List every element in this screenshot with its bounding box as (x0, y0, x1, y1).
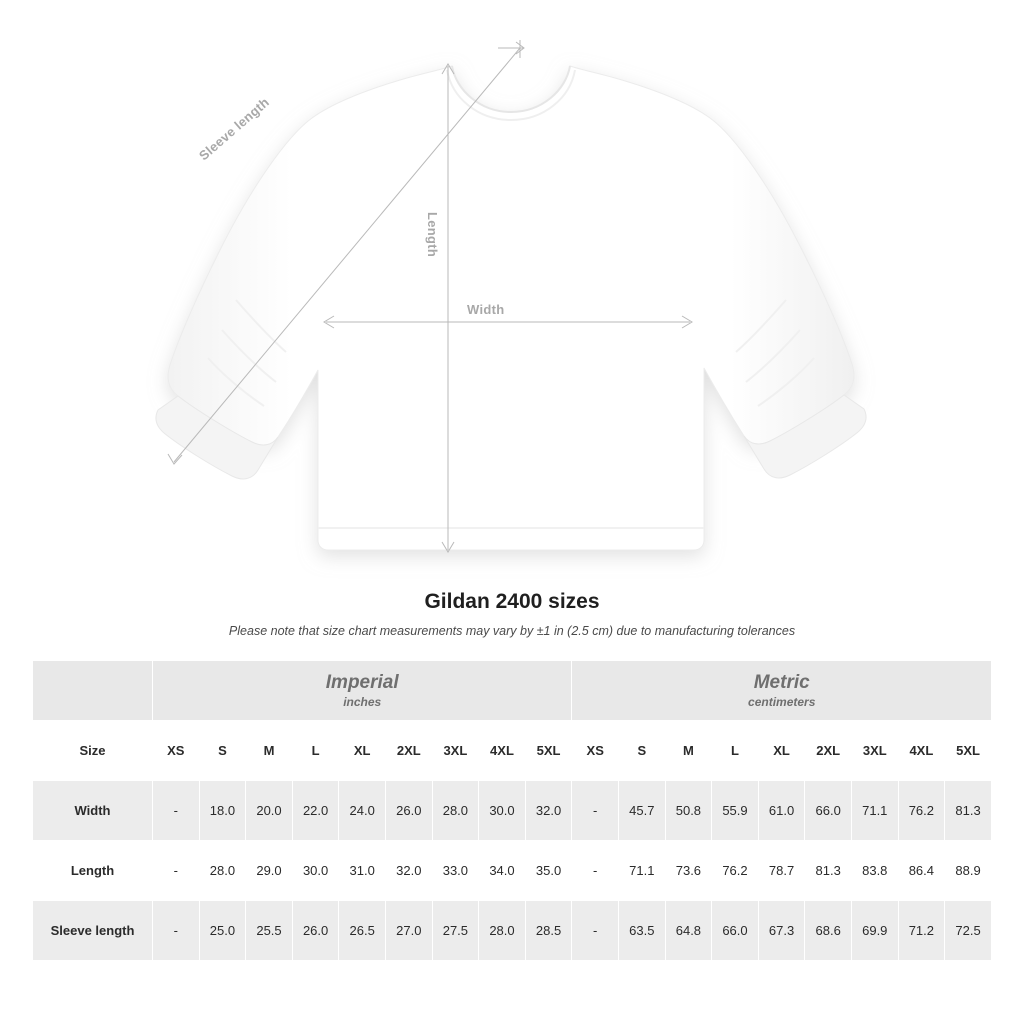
cell-sleeve-met-4: 67.3 (758, 901, 805, 961)
size-header-met-8: 5XL (945, 721, 992, 781)
cell-length-imp-1: 28.0 (199, 841, 246, 901)
cell-sleeve-met-1: 63.5 (619, 901, 666, 961)
unit-name-imperial: Imperial (325, 671, 399, 693)
cell-length-met-6: 83.8 (851, 841, 898, 901)
unit-header-metric (572, 661, 992, 721)
unit-name-metric: Metric (753, 671, 810, 693)
cell-width-imp-5: 26.0 (385, 781, 432, 841)
cell-length-met-0: - (572, 841, 619, 901)
unit-header-imperial (153, 661, 572, 721)
page-title: Gildan 2400 sizes (424, 590, 600, 613)
chart-heading (0, 590, 1024, 638)
size-header-imp-8: 5XL (525, 721, 572, 781)
label-sleeve-length: Sleeve length (196, 94, 273, 164)
table-row (33, 901, 992, 961)
cell-sleeve-imp-0: - (153, 901, 200, 961)
cell-sleeve-met-6: 69.9 (851, 901, 898, 961)
cell-length-met-1: 71.1 (619, 841, 666, 901)
cell-sleeve-imp-5: 27.0 (385, 901, 432, 961)
size-header-met-2: M (665, 721, 712, 781)
unit-sub-imperial: inches (343, 695, 382, 710)
cell-length-imp-6: 33.0 (432, 841, 479, 901)
cell-sleeve-imp-6: 27.5 (432, 901, 479, 961)
size-header-met-1: S (619, 721, 666, 781)
size-header-imp-0: XS (153, 721, 200, 781)
cell-width-met-3: 55.9 (712, 781, 759, 841)
label-width: Width (467, 302, 505, 317)
row-label-sleeve-length: Sleeve length (33, 901, 153, 961)
size-header-imp-3: L (292, 721, 339, 781)
row-label-width: Width (33, 781, 153, 841)
size-header-met-5: 2XL (805, 721, 852, 781)
cell-sleeve-imp-4: 26.5 (339, 901, 386, 961)
cell-length-imp-7: 34.0 (479, 841, 526, 901)
cell-width-imp-6: 28.0 (432, 781, 479, 841)
size-header-imp-4: XL (339, 721, 386, 781)
cell-sleeve-met-3: 66.0 (712, 901, 759, 961)
cell-length-met-3: 76.2 (712, 841, 759, 901)
cell-length-imp-2: 29.0 (246, 841, 293, 901)
cell-width-imp-4: 24.0 (339, 781, 386, 841)
tolerance-note: Please note that size chart measurements may vary by ±1 in (2.5 cm) due to manufacturing tolerances (228, 624, 796, 638)
table-row (33, 781, 992, 841)
cell-length-imp-8: 35.0 (525, 841, 572, 901)
cell-length-met-2: 73.6 (665, 841, 712, 901)
cell-width-met-4: 61.0 (758, 781, 805, 841)
cell-width-met-1: 45.7 (619, 781, 666, 841)
cell-width-met-5: 66.0 (805, 781, 852, 841)
cell-width-imp-8: 32.0 (525, 781, 572, 841)
cell-length-imp-5: 32.0 (385, 841, 432, 901)
unit-header-row (33, 661, 992, 721)
cell-length-met-5: 81.3 (805, 841, 852, 901)
unit-sub-metric: centimeters (748, 695, 816, 710)
cell-length-imp-4: 31.0 (339, 841, 386, 901)
size-chart-table-wrapper (32, 660, 992, 961)
cell-width-met-0: - (572, 781, 619, 841)
cell-width-met-7: 76.2 (898, 781, 945, 841)
shirt-body (168, 66, 854, 550)
cell-width-imp-2: 20.0 (246, 781, 293, 841)
size-header-imp-5: 2XL (385, 721, 432, 781)
cell-sleeve-imp-3: 26.0 (292, 901, 339, 961)
cell-length-imp-3: 30.0 (292, 841, 339, 901)
size-header-imp-6: 3XL (432, 721, 479, 781)
size-label: Size (33, 721, 153, 781)
cell-width-imp-7: 30.0 (479, 781, 526, 841)
cell-width-met-6: 71.1 (851, 781, 898, 841)
cell-length-met-4: 78.7 (758, 841, 805, 901)
size-header-met-4: XL (758, 721, 805, 781)
cell-width-imp-1: 18.0 (199, 781, 246, 841)
cell-width-met-2: 50.8 (665, 781, 712, 841)
cell-sleeve-imp-2: 25.5 (246, 901, 293, 961)
size-header-imp-1: S (199, 721, 246, 781)
cell-sleeve-met-7: 71.2 (898, 901, 945, 961)
cell-sleeve-met-8: 72.5 (945, 901, 992, 961)
cell-length-imp-0: - (153, 841, 200, 901)
label-length: Length (425, 212, 440, 258)
cell-width-met-8: 81.3 (945, 781, 992, 841)
corner-cell (33, 661, 153, 721)
cell-length-met-8: 88.9 (945, 841, 992, 901)
size-header-met-3: L (712, 721, 759, 781)
table-row (33, 841, 992, 901)
size-header-row (33, 721, 992, 781)
cell-sleeve-met-2: 64.8 (665, 901, 712, 961)
cell-sleeve-imp-7: 28.0 (479, 901, 526, 961)
size-header-imp-7: 4XL (479, 721, 526, 781)
cell-width-imp-0: - (153, 781, 200, 841)
size-header-met-6: 3XL (851, 721, 898, 781)
size-header-imp-2: M (246, 721, 293, 781)
size-header-met-7: 4XL (898, 721, 945, 781)
size-chart-table (32, 660, 992, 961)
cell-length-met-7: 86.4 (898, 841, 945, 901)
row-label-length: Length (33, 841, 153, 901)
cell-width-imp-3: 22.0 (292, 781, 339, 841)
size-header-met-0: XS (572, 721, 619, 781)
cell-sleeve-imp-8: 28.5 (525, 901, 572, 961)
cell-sleeve-imp-1: 25.0 (199, 901, 246, 961)
cell-sleeve-met-0: - (572, 901, 619, 961)
cell-sleeve-met-5: 68.6 (805, 901, 852, 961)
